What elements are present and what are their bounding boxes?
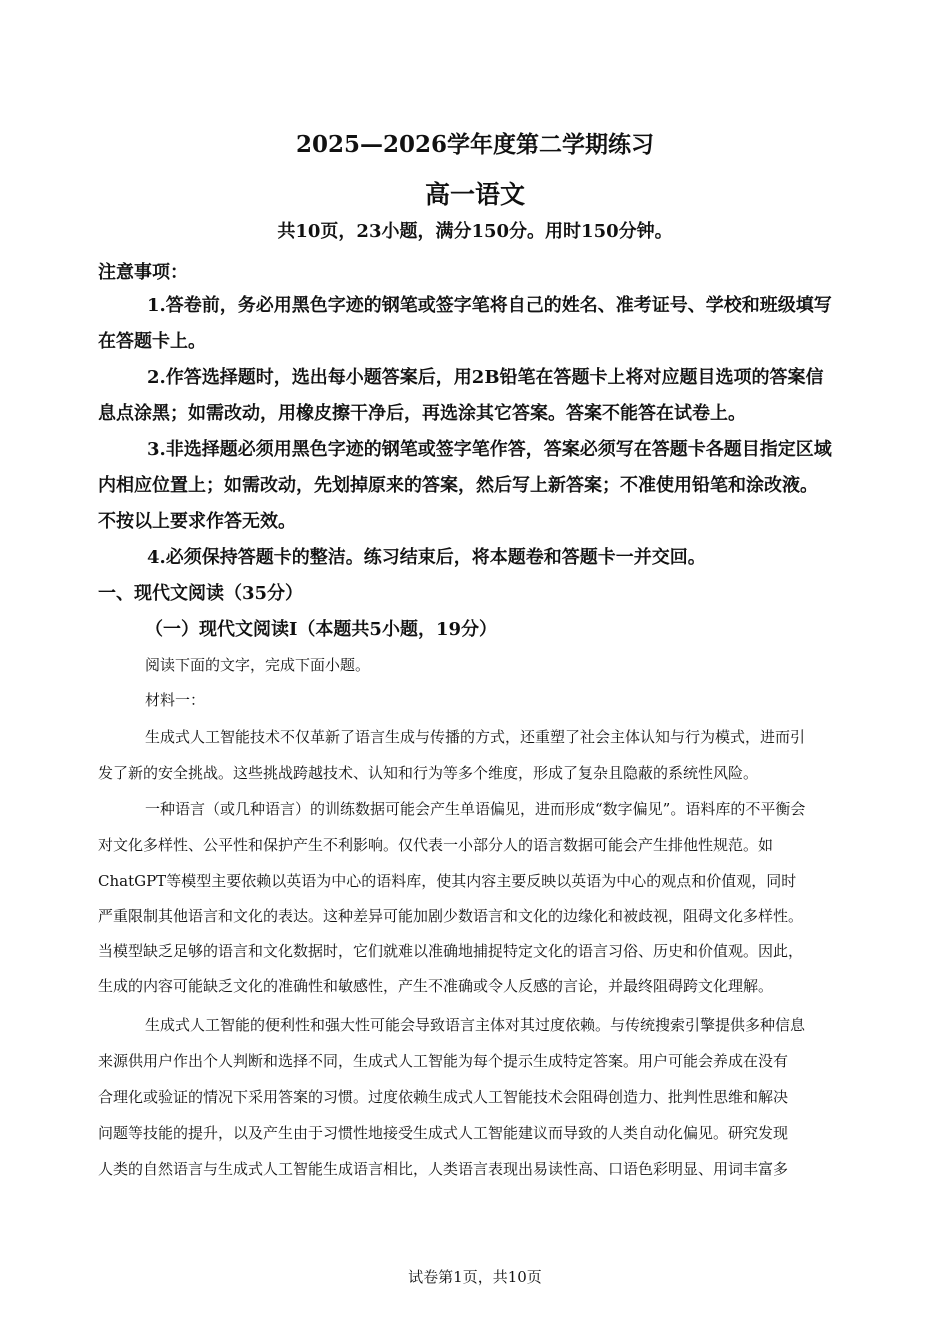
subject-title: 高一语文 xyxy=(424,180,525,209)
body-line: 合理化或验证的情况下采用答案的习惯。过度依赖生成式人工智能技术会阻碍创造力、批判性思维和解决 xyxy=(98,1088,789,1106)
section-heading: 一、现代文阅读（35分） xyxy=(98,583,304,604)
body-line: 对文化多样性、公平性和保护产生不利影响。仅代表一小部分人的语言数据可能会产生排他性规范。如 xyxy=(98,836,774,854)
body-line: 发了新的安全挑战。这些挑战跨越技术、认知和行为等多个维度，形成了复杂且隐蔽的系统性风险。 xyxy=(98,764,759,782)
body-line: 当模型缺乏足够的语言和文化数据时，它们就难以准确地捕捉特定文化的语言习俗、历史和价值观。因此， xyxy=(98,942,804,960)
notice-heading: 注意事项： xyxy=(98,262,188,283)
material-label: 材料一： xyxy=(145,691,206,709)
notice-line: 不按以上要求作答无效。 xyxy=(98,511,296,532)
body-line: 一种语言（或几种语言）的训练数据可能会产生单语偏见，进而形成“数字偏见”。语料库的不平衡会 xyxy=(145,800,806,818)
body-line: 生成式人工智能技术不仅革新了语言生成与传播的方式，还重塑了社会主体认知与行为模式，进而引 xyxy=(145,728,806,746)
notice-line: 1.答卷前，务必用黑色字迹的钢笔或签字笔将自己的姓名、准考证号、学校和班级填写 xyxy=(147,295,832,316)
body-line: 生成的内容可能缺乏文化的准确性和敏感性，产生不准确或令人反感的言论，并最终阻碍跨文化理解。 xyxy=(98,977,774,995)
notice-line: 4.必须保持答题卡的整洁。练习结束后，将本题卷和答题卡一并交回。 xyxy=(147,547,706,568)
notice-line: 息点涂黑；如需改动，用橡皮擦干净后，再选涂其它答案。答案不能答在试卷上。 xyxy=(98,403,746,424)
exam-summary: 共10页，23小题，满分150分。用时150分钟。 xyxy=(277,221,673,242)
section-subheading: （一）现代文阅读I（本题共5小题，19分） xyxy=(145,619,497,640)
body-line: ChatGPT等模型主要依赖以英语为中心的语料库，使其内容主要反映以英语为中心的观点和价值观，同时 xyxy=(98,872,797,890)
exam-title: 2025—2026学年度第二学期练习 xyxy=(295,131,655,158)
notice-line: 在答题卡上。 xyxy=(98,331,206,352)
body-line: 来源供用户作出个人判断和选择不同，生成式人工智能为每个提示生成特定答案。用户可能会养成在没有 xyxy=(98,1052,789,1070)
body-line: 严重限制其他语言和文化的表达。这种差异可能加剧少数语言和文化的边缘化和被歧视，阻碍文化多样性。 xyxy=(98,907,804,925)
notice-line: 内相应位置上；如需改动，先划掉原来的答案，然后写上新答案；不准使用铅笔和涂改液。 xyxy=(98,475,818,496)
body-line: 问题等技能的提升，以及产生由于习惯性地接受生成式人工智能建议而导致的人类自动化偏见。研究发现 xyxy=(98,1124,789,1142)
instruction-text: 阅读下面的文字，完成下面小题。 xyxy=(145,656,371,674)
body-line: 生成式人工智能的便利性和强大性可能会导致语言主体对其过度依赖。与传统搜索引擎提供多种信息 xyxy=(145,1016,806,1034)
body-line: 人类的自然语言与生成式人工智能生成语言相比，人类语言表现出易读性高、口语色彩明显、用词丰富多 xyxy=(98,1160,789,1178)
page-footer: 试卷第1页，共10页 xyxy=(408,1268,542,1286)
notice-line: 3.非选择题必须用黑色字迹的钢笔或签字笔作答，答案必须写在答题卡各题目指定区域 xyxy=(147,439,832,460)
notice-line: 2.作答选择题时，选出每小题答案后，用2B铅笔在答题卡上将对应题目选项的答案信 xyxy=(147,367,824,388)
